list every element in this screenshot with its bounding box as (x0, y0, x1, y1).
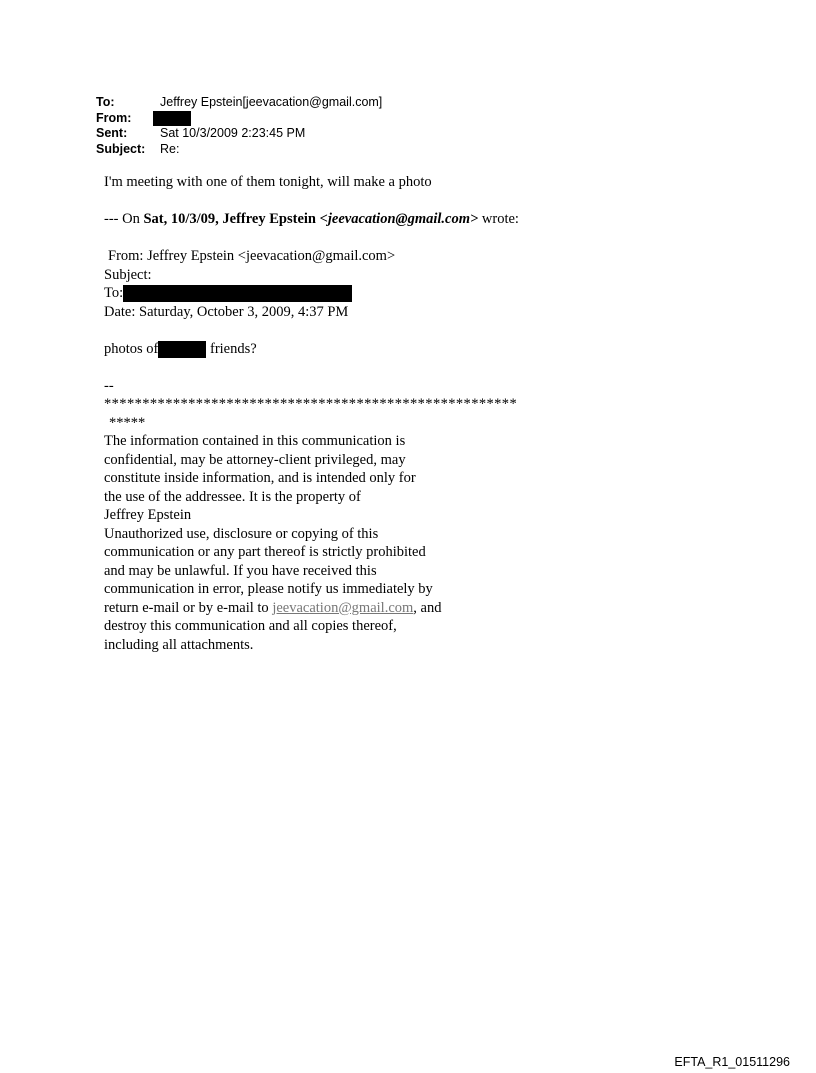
document-id: EFTA_R1_01511296 (674, 1055, 790, 1069)
disclaimer-line: and may be unlawful. If you have received this (104, 562, 377, 579)
disclaimer-line: Jeffrey Epstein (104, 507, 192, 523)
redaction-box-from (153, 111, 191, 126)
to-value: Jeffrey Epstein[jeevacation@gmail.com] (160, 95, 383, 109)
photos-post: friends? (206, 340, 257, 357)
from-label: From: (96, 110, 132, 125)
quoted-from-line: From: Jeffrey Epstein <jeevacation@gmail.com> (108, 248, 396, 264)
quoted-subject-line: Subject: (104, 266, 152, 283)
to-label: To: (96, 95, 115, 109)
quote-intro (104, 210, 744, 229)
return-post: , and (413, 599, 442, 616)
disclaimer-line: communication in error, please notify us immediately by (104, 581, 433, 597)
quoted-date-line: Date: Saturday, October 3, 2009, 4:37 PM (104, 303, 349, 320)
signature-stars-short: ***** (109, 414, 146, 431)
disclaimer-line: constitute inside information, and is intended only for (104, 470, 416, 486)
redaction-box-to (123, 285, 352, 302)
signature-dashes: -- (104, 377, 114, 394)
sent-label: Sent: (96, 126, 128, 140)
reply-text: I'm meeting with one of them tonight, will make a photo (104, 174, 432, 190)
email-link[interactable]: jeevacation@gmail.com (272, 599, 414, 616)
quote-intro-email: <jeevacation@gmail.com> (319, 211, 479, 227)
quote-intro-prefix: --- On (104, 211, 144, 227)
disclaimer-line: the use of the addressee. It is the property of (104, 488, 361, 505)
disclaimer-line: including all attachments. (104, 636, 254, 653)
disclaimer-line: Unauthorized use, disclosure or copying of this (104, 525, 379, 542)
signature-stars-long: ****************************************************** (104, 396, 518, 412)
disclaimer-line: The information contained in this communication is (104, 433, 406, 449)
subject-value: Re: (160, 141, 180, 156)
redaction-box-name (158, 341, 206, 358)
quoted-to-label: To: (104, 285, 124, 301)
disclaimer-line: communication or any part thereof is strictly prohibited (104, 544, 426, 560)
quote-intro-suffix: wrote: (478, 211, 519, 227)
sent-value: Sat 10/3/2009 2:23:45 PM (160, 126, 306, 140)
email-body (104, 173, 744, 654)
disclaimer-return-line (104, 599, 744, 618)
disclaimer-line: confidential, may be attorney-client privileged, may (104, 451, 406, 468)
disclaimer-line: destroy this communication and all copies thereof, (104, 618, 397, 634)
quote-intro-date: Sat, 10/3/09, Jeffrey Epstein (143, 211, 320, 227)
quoted-to-line (104, 284, 744, 303)
return-pre: return e-mail or by e-mail to (104, 599, 273, 616)
photos-pre: photos of (104, 340, 159, 357)
photos-line (104, 340, 744, 359)
subject-label: Subject: (96, 141, 146, 156)
